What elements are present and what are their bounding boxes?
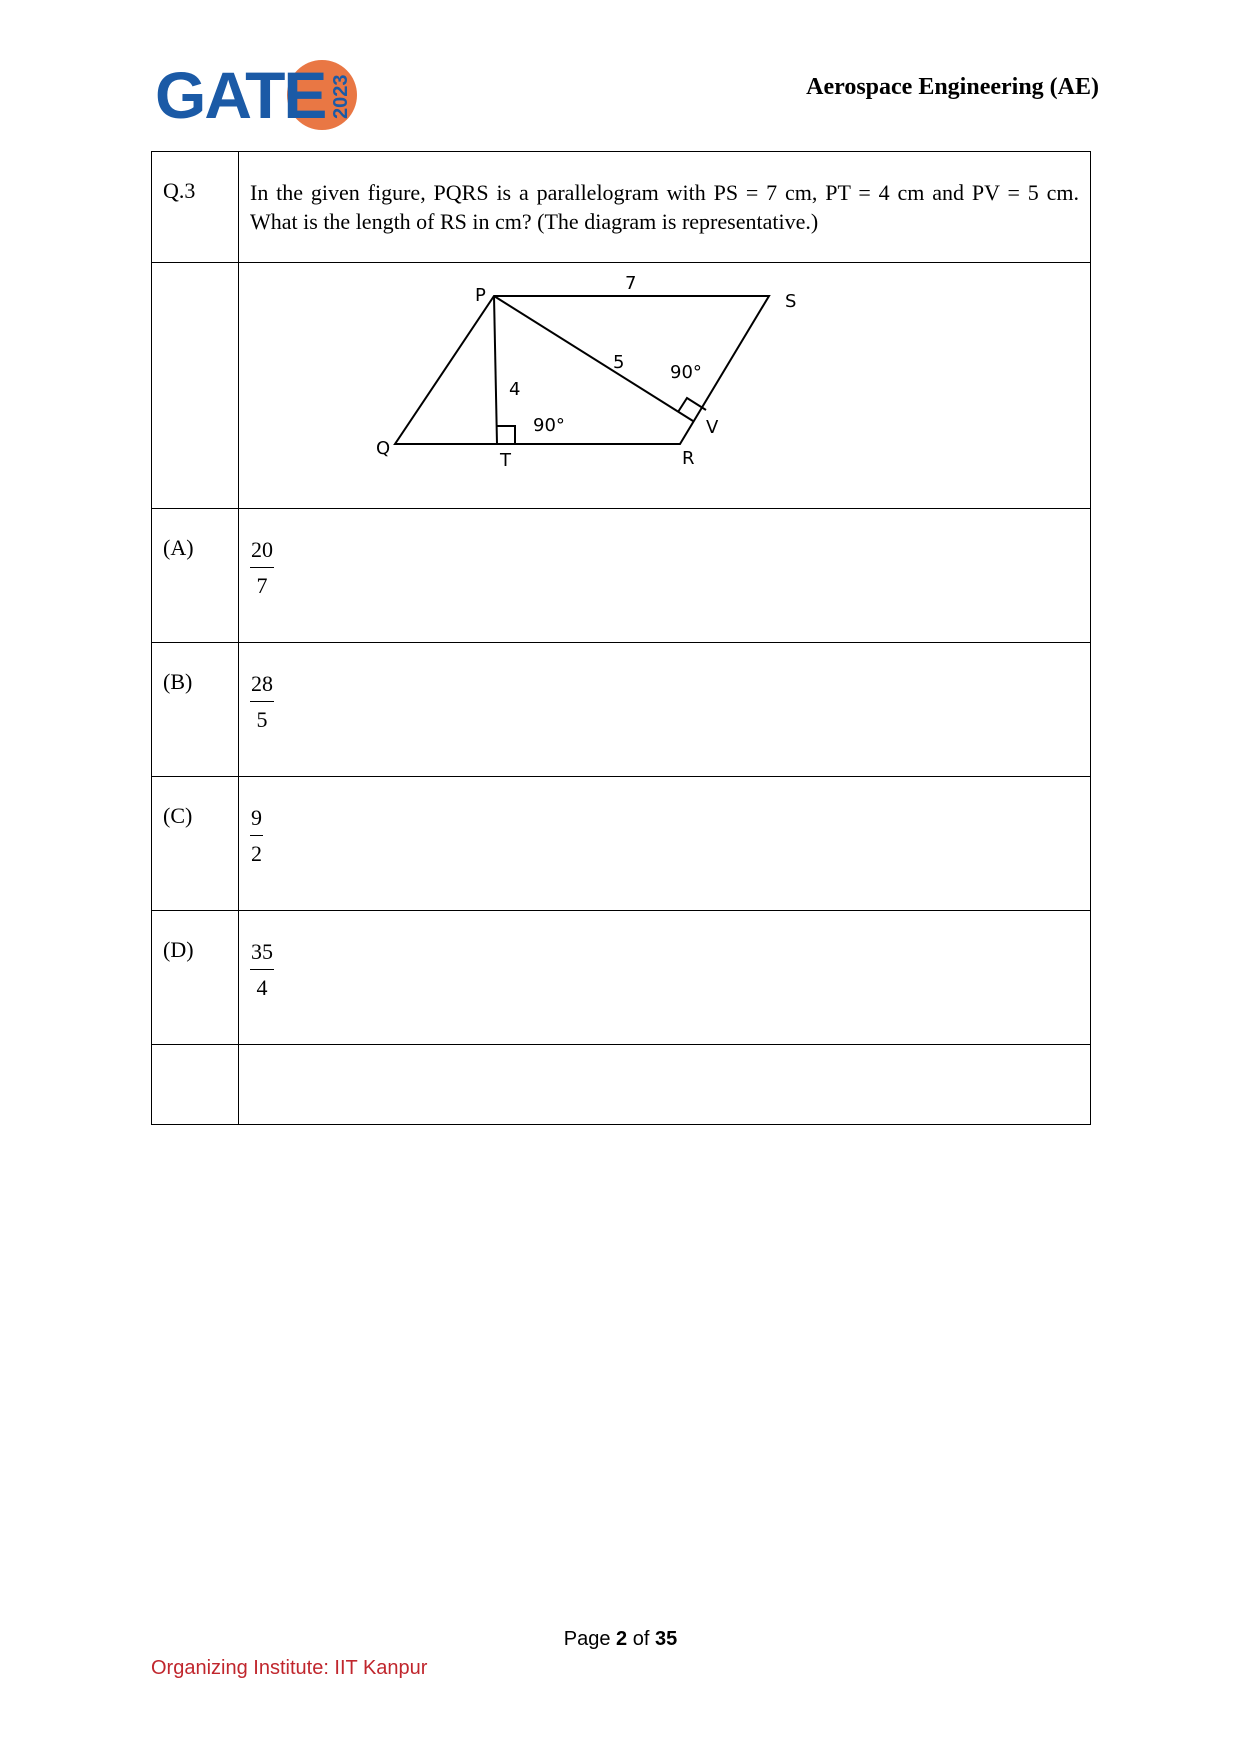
angle-t: 90°	[533, 415, 565, 436]
length-pt: 4	[509, 379, 521, 400]
blank-cell-left	[152, 1045, 239, 1125]
figure-cell	[239, 263, 1091, 509]
question-table	[151, 151, 1091, 1125]
option-a-fraction	[250, 535, 274, 600]
option-d	[239, 911, 1091, 1045]
option-b-numerator: 28	[250, 669, 274, 702]
page-prefix: Page	[563, 1628, 617, 1650]
label-p: P	[475, 285, 486, 306]
option-a	[239, 509, 1091, 643]
label-v: V	[706, 417, 719, 438]
option-b	[239, 643, 1091, 777]
question-text: In the given figure, PQRS is a parallelogram with PS = 7 cm, PT = 4 cm and PV = 5 cm. What is the length of RS in cm? (The diagram is representative.)	[250, 180, 1079, 234]
option-c-denominator: 2	[251, 840, 262, 866]
parallelogram-figure	[239, 263, 1089, 503]
option-c-fraction	[250, 803, 263, 868]
option-a-numerator: 20	[250, 535, 274, 568]
option-d-fraction	[250, 937, 274, 1002]
altitude-pv	[494, 296, 693, 421]
page-number	[0, 1628, 1241, 1651]
option-a-denominator: 7	[256, 572, 268, 598]
length-ps: 7	[625, 273, 637, 294]
option-b-label: (B)	[152, 643, 239, 777]
organizer-text: Organizing Institute: IIT Kanpur	[151, 1657, 428, 1679]
subject-title: Aerospace Engineering (AE)	[806, 74, 1099, 100]
option-b-fraction	[250, 669, 274, 734]
option-b-denominator: 5	[256, 706, 268, 732]
option-c-numerator: 9	[250, 803, 263, 836]
option-a-label: (A)	[152, 509, 239, 643]
option-d-numerator: 35	[250, 937, 274, 970]
label-q: Q	[376, 438, 391, 459]
label-s: S	[785, 291, 797, 312]
option-c	[239, 777, 1091, 911]
gate-logo	[155, 58, 365, 143]
option-c-label: (C)	[152, 777, 239, 911]
page-of: of	[627, 1628, 655, 1650]
page-total: 35	[654, 1628, 678, 1650]
question-text-cell	[239, 152, 1091, 263]
right-angle-mark-v	[678, 398, 706, 412]
option-d-label: (D)	[152, 911, 239, 1045]
question-number: Q.3	[152, 152, 239, 263]
length-pv: 5	[613, 352, 625, 373]
right-angle-mark-t	[497, 426, 515, 444]
figure-empty-cell	[152, 263, 239, 509]
logo-text: GATE	[155, 58, 326, 132]
logo-year: 2023	[330, 74, 352, 120]
option-d-denominator: 4	[256, 974, 268, 1000]
label-r: R	[682, 448, 695, 469]
blank-cell-right	[239, 1045, 1091, 1125]
altitude-pt	[494, 296, 497, 444]
angle-v: 90°	[670, 362, 702, 383]
label-t: T	[500, 450, 511, 471]
page-current: 2	[616, 1628, 628, 1650]
